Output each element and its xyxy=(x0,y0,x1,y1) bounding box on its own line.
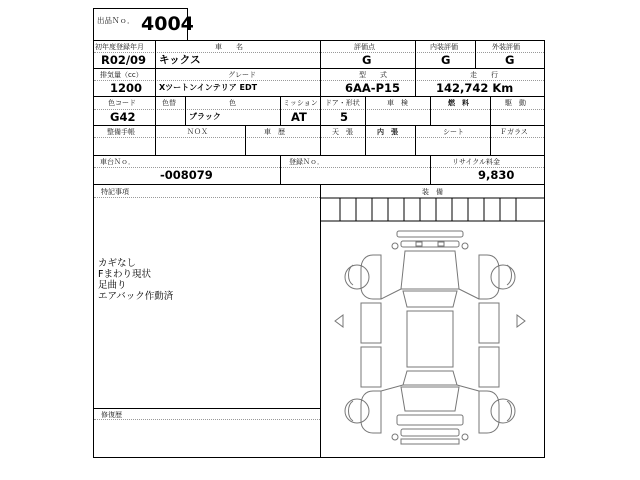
label-year: 初年度登録年月 xyxy=(95,43,144,51)
note-line: エアバック作動済 xyxy=(98,291,174,302)
label-color-code: 色コード xyxy=(108,99,136,107)
note-line: カギなし xyxy=(98,258,137,269)
label-registration-number: 登録Ｎｏ． xyxy=(289,158,324,166)
label-score: 評価点 xyxy=(354,43,375,51)
lot-number: 4004 xyxy=(141,13,194,35)
value-year: R02/09 xyxy=(101,53,147,67)
label-color: 色 xyxy=(229,99,236,107)
label-model: 型 式 xyxy=(359,71,387,79)
label-grade: グレード xyxy=(228,71,256,79)
value-recycle-fee: 9,830 xyxy=(478,168,515,182)
label-inspection: 車 検 xyxy=(387,99,408,107)
label-doors: ドア・形状 xyxy=(325,99,360,107)
value-grade: Xツートンインテリア EDT xyxy=(159,83,258,92)
value-interior-score: G xyxy=(441,53,451,67)
value-exterior-score: G xyxy=(505,53,515,67)
value-score: G xyxy=(362,53,372,67)
label-car-history: 車 歴 xyxy=(264,128,285,136)
label-interior-trim: 内 張 xyxy=(377,128,398,136)
value-displacement: 1200 xyxy=(110,81,143,95)
label-displacement: 排気量（cc） xyxy=(100,71,143,79)
equipment-grid xyxy=(321,197,544,225)
label-car-name: 車 名 xyxy=(215,43,243,51)
label-chassis-number: 車台Ｎｏ． xyxy=(100,158,135,166)
label-interior-score: 内装評価 xyxy=(430,43,458,51)
lot-label: 出品Ｎｏ． xyxy=(97,16,135,25)
label-nox: ＮＯＸ xyxy=(187,128,208,136)
label-sunroof: 天 張 xyxy=(332,128,353,136)
label-mileage: 走 行 xyxy=(470,71,498,79)
label-drive: 駆 動 xyxy=(505,99,526,107)
value-transmission: AT xyxy=(291,110,307,124)
label-equipment: 装 備 xyxy=(422,188,443,196)
value-model: 6AA-P15 xyxy=(345,81,401,95)
label-seat: シート xyxy=(443,128,464,136)
label-color-change: 色替 xyxy=(162,99,176,107)
value-color: ブラック xyxy=(189,112,221,121)
label-exterior-score: 外装評価 xyxy=(492,43,520,51)
note-line: 足曲り xyxy=(98,280,127,291)
value-chassis-number: -008079 xyxy=(160,168,213,182)
value-mileage: 142,742 Km xyxy=(436,81,514,95)
label-f-glass: Ｆガラス xyxy=(500,128,528,136)
label-maintenance-book: 整備手帳 xyxy=(107,128,135,136)
label-recycle-fee: リサイクル料金 xyxy=(452,158,501,166)
note-line: Fまわり現状 xyxy=(98,269,151,280)
value-doors: 5 xyxy=(340,110,349,124)
car-condition-diagram xyxy=(321,225,544,457)
label-special-notes: 特記事項 xyxy=(101,188,129,196)
value-car-name: キックス xyxy=(159,54,201,66)
label-transmission: ミッション xyxy=(283,99,318,107)
label-repair-history: 修復歴 xyxy=(101,411,122,419)
label-fuel: 燃 料 xyxy=(448,99,469,107)
value-color-code: G42 xyxy=(110,110,136,124)
